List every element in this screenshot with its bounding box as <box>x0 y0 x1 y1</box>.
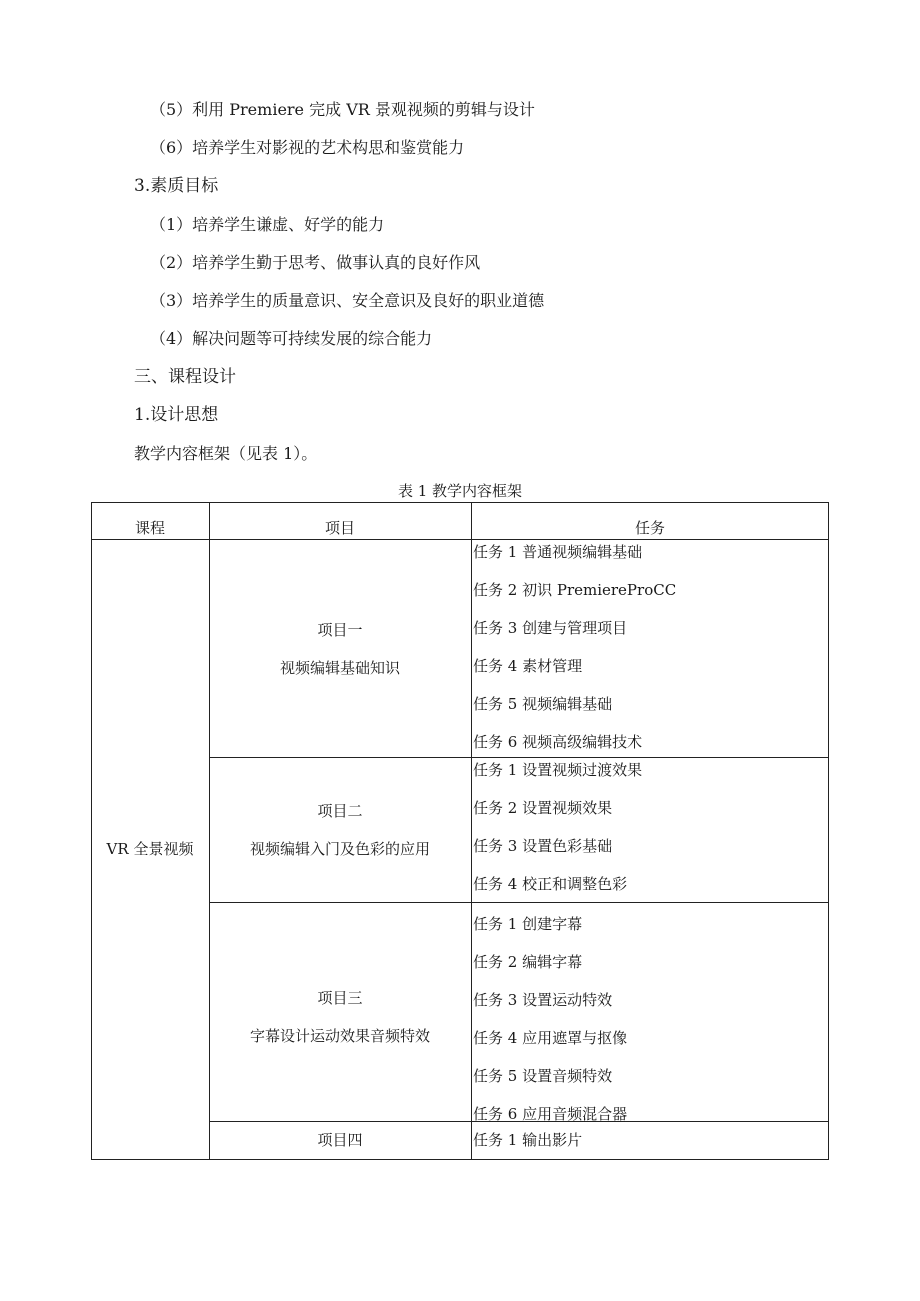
project-4-task-1: 任务 1 输出影片 <box>473 1131 583 1149</box>
project-3-task-4: 任务 4 应用遮罩与抠像 <box>473 1029 628 1047</box>
paragraph-table-ref: 教学内容框架（见表 1）。 <box>134 444 318 463</box>
paragraph-quality-4: （4）解决问题等可持续发展的综合能力 <box>150 329 433 348</box>
project-1-task-6: 任务 6 视频高级编辑技术 <box>473 733 643 751</box>
project-1-task-3: 任务 3 创建与管理项目 <box>473 619 628 637</box>
project-3-task-1: 任务 1 创建字幕 <box>473 915 583 933</box>
table-header-project: 项目 <box>324 519 355 537</box>
content-framework-table <box>91 502 829 1160</box>
project-3-task-5: 任务 5 设置音频特效 <box>473 1067 613 1085</box>
paragraph-quality-3: （3）培养学生的质量意识、安全意识及良好的职业道德 <box>150 291 545 310</box>
table-border-left <box>91 502 92 1160</box>
paragraph-quality-2: （2）培养学生勤于思考、做事认真的良好作风 <box>150 253 481 272</box>
table-border-top <box>91 502 829 503</box>
project-2-task-2: 任务 2 设置视频效果 <box>473 799 613 817</box>
table-border-right <box>828 502 829 1160</box>
paragraph-item-6: （6）培养学生对影视的艺术构思和鉴赏能力 <box>150 138 465 157</box>
table-col-divider-2 <box>471 502 472 1160</box>
table-header-course: 课程 <box>134 519 165 537</box>
project-3-task-2: 任务 2 编辑字幕 <box>473 953 583 971</box>
project-1-task-5: 任务 5 视频编辑基础 <box>473 695 613 713</box>
project-1-task-2: 任务 2 初识 PremiereProCC <box>473 581 677 599</box>
project-3-title: 字幕设计运动效果音频特效 <box>249 1027 430 1045</box>
project-3-name: 项目三 <box>317 989 363 1007</box>
paragraph-item-5: （5）利用 Premiere 完成 VR 景观视频的剪辑与设计 <box>150 100 535 119</box>
table-border-bottom <box>91 1159 829 1160</box>
project-3-task-6: 任务 6 应用音频混合器 <box>473 1105 628 1123</box>
project-1-task-4: 任务 4 素材管理 <box>473 657 583 675</box>
project-1-name: 项目一 <box>317 621 363 639</box>
project-2-title: 视频编辑入门及色彩的应用 <box>249 840 430 858</box>
table-row-divider-2 <box>209 902 829 903</box>
heading-design-idea: 1.设计思想 <box>134 405 219 425</box>
paragraph-quality-1: （1）培养学生谦虚、好学的能力 <box>150 215 385 234</box>
table-header-divider <box>91 539 829 540</box>
table-col-divider-1 <box>209 502 210 1160</box>
table-course-name: VR 全景视频 <box>106 840 194 858</box>
project-4-name: 项目四 <box>317 1131 363 1149</box>
heading-course-design: 三、课程设计 <box>134 367 236 387</box>
project-2-task-3: 任务 3 设置色彩基础 <box>473 837 613 855</box>
project-3-task-3: 任务 3 设置运动特效 <box>473 991 613 1009</box>
project-2-task-1: 任务 1 设置视频过渡效果 <box>473 761 643 779</box>
project-1-title: 视频编辑基础知识 <box>279 659 400 677</box>
table-caption: 表 1 教学内容框架 <box>397 482 523 500</box>
project-1-task-1: 任务 1 普通视频编辑基础 <box>473 543 643 561</box>
table-header-task: 任务 <box>634 519 665 537</box>
project-2-task-4: 任务 4 校正和调整色彩 <box>473 875 628 893</box>
table-row-divider-1 <box>209 757 829 758</box>
heading-quality-goals: 3.素质目标 <box>134 176 219 196</box>
project-2-name: 项目二 <box>317 802 363 820</box>
